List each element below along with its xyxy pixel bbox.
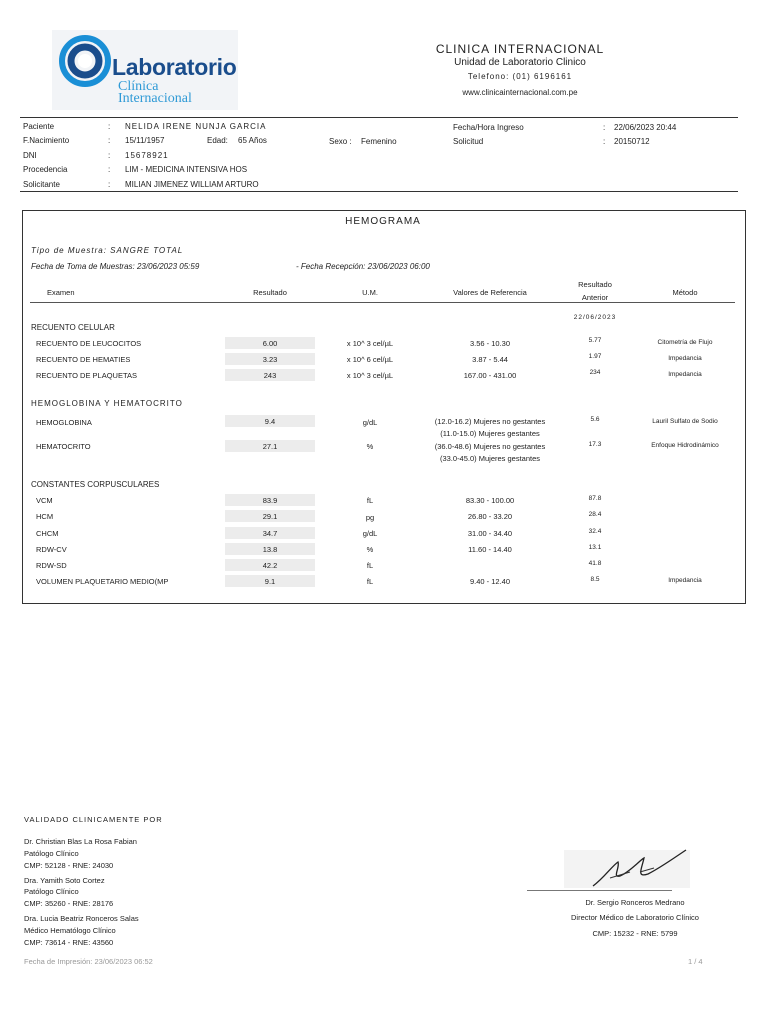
clinic-website: www.clinicainternacional.com.pe (462, 88, 578, 97)
row-examen: CHCM (36, 529, 59, 538)
row-examen: RECUENTO DE LEUCOCITOS (36, 339, 142, 348)
row-anterior: 87.8 (588, 495, 602, 502)
validator-cmp: CMP: 52128 - RNE: 24030 (24, 861, 114, 870)
row-examen: HEMOGLOBINA (36, 418, 92, 427)
page-number: 1 / 4 (688, 957, 703, 966)
row-anterior: 8.5 (590, 576, 600, 583)
table-header-rule (30, 302, 735, 303)
validator-role: Médico Hematólogo Clínico (24, 926, 116, 935)
tipo-muestra: Tipo de Muestra: SANGRE TOTAL (31, 246, 184, 255)
report-title: HEMOGRAMA (345, 216, 421, 227)
row-examen: RDW-SD (36, 561, 67, 570)
fecha-ingreso-label: Fecha/Hora Ingreso (453, 123, 524, 132)
fnac-value: 15/11/1957 (125, 136, 165, 145)
validator-role: Patólogo Clínico (24, 887, 79, 896)
fnac-label: F.Nacimiento (23, 136, 70, 145)
solicitante-label: Solicitante (23, 180, 60, 189)
row-resultado: 27.1 (262, 442, 278, 451)
col-um: U.M. (362, 288, 378, 297)
row-resultado: 13.8 (262, 545, 278, 554)
paciente-label: Paciente (23, 122, 55, 131)
row-resultado: 6.00 (262, 339, 278, 348)
fecha-ingreso-value: 22/06/2023 20:44 (614, 123, 677, 132)
row-referencia: 167.00 - 431.00 (463, 371, 517, 380)
row-um: pg (365, 513, 375, 522)
col-referencia: Valores de Referencia (453, 288, 527, 297)
colon: : (108, 151, 111, 160)
col-anterior-2: Anterior (581, 293, 609, 302)
row-examen: HEMATOCRITO (36, 442, 91, 451)
fecha-toma: Fecha de Toma de Muestras: 23/06/2023 05:59 (31, 262, 200, 271)
logo-word: Laboratorio (112, 54, 237, 80)
dni-label: DNI (23, 151, 37, 160)
paciente-value: NELIDA IRENE NUNJA GARCIA (125, 122, 267, 131)
row-referencia: (36.0-48.6) Mujeres no gestantes (434, 442, 546, 451)
row-um: fL (366, 496, 374, 505)
col-examen: Examen (47, 288, 75, 297)
header-divider-top (20, 117, 738, 118)
colon: : (108, 122, 111, 131)
row-metodo: Impedancia (668, 355, 702, 362)
row-examen: HCM (36, 512, 54, 521)
validator-cmp: CMP: 73614 - RNE: 43560 (24, 938, 114, 947)
row-anterior: 32.4 (588, 528, 602, 535)
colon: : (108, 180, 111, 189)
validator-role: Patólogo Clínico (24, 849, 79, 858)
procedencia-label: Procedencia (23, 165, 68, 174)
validator-cmp: CMP: 35260 - RNE: 28176 (24, 899, 114, 908)
section-title: CONSTANTES CORPUSCULARES (31, 480, 160, 489)
logo-sub-2: Internacional (118, 91, 192, 106)
row-um: x 10^ 6 cel/µL (346, 355, 394, 364)
validator-name: Dra. Yamith Soto Cortez (24, 876, 105, 885)
row-referencia-2: (11.0-15.0) Mujeres gestantes (440, 429, 540, 438)
row-referencia: (12.0-16.2) Mujeres no gestantes (434, 417, 546, 426)
row-um: g/dL (362, 529, 378, 538)
clinic-name: CLINICA INTERNACIONAL (435, 42, 605, 56)
anterior-fecha: 22/06/2023 (573, 314, 617, 321)
logo-ring-icon (58, 34, 112, 88)
logo-sub-1: Clínica (118, 79, 159, 94)
director-cmp: CMP: 15232 - RNE: 5799 (592, 929, 678, 938)
director-role: Director Médico de Laboratorio Clínico (571, 913, 699, 922)
col-metodo: Método (672, 288, 698, 297)
row-resultado: 243 (263, 371, 277, 380)
row-resultado: 9.4 (264, 417, 276, 426)
row-um: fL (366, 561, 374, 570)
row-referencia: 26.80 - 33.20 (467, 512, 513, 521)
director-name: Dr. Sergio Ronceros Medrano (585, 898, 685, 907)
row-metodo: Impedancia (668, 577, 702, 584)
edad-label: Edad: (207, 136, 228, 145)
row-anterior: 41.8 (588, 560, 602, 567)
row-anterior: 5.77 (588, 337, 602, 344)
row-referencia: 3.87 - 5.44 (472, 355, 508, 364)
row-metodo: Enfoque Hidrodinámico (651, 442, 719, 449)
row-anterior: 13.1 (588, 544, 602, 551)
solicitud-label: Solicitud (453, 137, 484, 146)
row-examen: VCM (36, 496, 53, 505)
row-anterior: 17.3 (588, 441, 602, 448)
row-anterior: 1.97 (588, 353, 602, 360)
row-resultado: 3.23 (262, 355, 278, 364)
row-referencia: 9.40 - 12.40 (469, 577, 511, 586)
director-signature (590, 848, 690, 890)
section-title: HEMOGLOBINA Y HEMATOCRITO (31, 399, 183, 408)
row-examen: RECUENTO DE HEMATIES (36, 355, 131, 364)
row-um: % (366, 545, 374, 554)
row-um: x 10^ 3 cel/µL (346, 371, 394, 380)
row-referencia-2: (33.0-45.0) Mujeres gestantes (439, 454, 541, 463)
section-title: RECUENTO CELULAR (31, 323, 115, 332)
validation-title: VALIDADO CLINICAMENTE POR (24, 815, 163, 824)
row-resultado: 83.9 (262, 496, 278, 505)
sexo-label: Sexo : (329, 137, 352, 146)
sexo-value: Femenino (361, 137, 397, 146)
print-date: Fecha de Impresión: 23/06/2023 06:52 (24, 957, 153, 966)
lab-unit: Unidad de Laboratorio Clinico (454, 57, 586, 68)
row-referencia: 3.56 - 10.30 (469, 339, 511, 348)
row-resultado: 29.1 (262, 512, 278, 521)
header-divider-bottom (20, 191, 738, 192)
colon: : (108, 165, 111, 174)
colon: : (603, 137, 606, 146)
validator-name: Dr. Christian Blas La Rosa Fabian (24, 837, 137, 846)
row-anterior: 5.6 (590, 416, 600, 423)
colon: : (108, 136, 111, 145)
validator-name: Dra. Lucia Beatriz Ronceros Salas (24, 914, 139, 923)
col-anterior-1: Resultado (578, 280, 612, 289)
solicitud-value: 20150712 (614, 137, 650, 146)
signature-line (527, 890, 672, 891)
solicitante-value: MILIAN JIMENEZ WILLIAM ARTURO (125, 180, 259, 189)
row-referencia: 31.00 - 34.40 (467, 529, 513, 538)
row-examen: VOLUMEN PLAQUETARIO MEDIO(MP (36, 577, 169, 586)
row-anterior: 28.4 (588, 511, 602, 518)
row-resultado: 9.1 (264, 577, 276, 586)
clinic-phone: Telefono: (01) 6196161 (467, 72, 573, 81)
fecha-recepcion: - Fecha Recepción: 23/06/2023 06:00 (296, 262, 430, 271)
row-um: g/dL (362, 418, 378, 427)
row-metodo: Impedancia (668, 371, 702, 378)
clinic-logo (52, 30, 238, 110)
colon: : (603, 123, 606, 132)
row-anterior: 234 (589, 369, 601, 376)
row-um: fL (366, 577, 374, 586)
row-resultado: 42.2 (262, 561, 278, 570)
row-referencia: 11.60 - 14.40 (468, 545, 512, 554)
edad-value: 65 Años (238, 136, 267, 145)
row-examen: RECUENTO DE PLAQUETAS (36, 371, 137, 380)
col-resultado: Resultado (253, 288, 287, 297)
dni-value: 15678921 (125, 151, 169, 160)
row-metodo: Citometría de Flujo (657, 339, 713, 346)
row-um: % (366, 442, 374, 451)
row-resultado: 34.7 (262, 529, 278, 538)
row-examen: RDW-CV (36, 545, 67, 554)
row-um: x 10^ 3 cel/µL (346, 339, 394, 348)
row-metodo: Lauril Sulfato de Sodio (652, 418, 718, 425)
row-referencia: 83.30 - 100.00 (465, 496, 515, 505)
procedencia-value: LIM - MEDICINA INTENSIVA HOS (125, 165, 248, 174)
